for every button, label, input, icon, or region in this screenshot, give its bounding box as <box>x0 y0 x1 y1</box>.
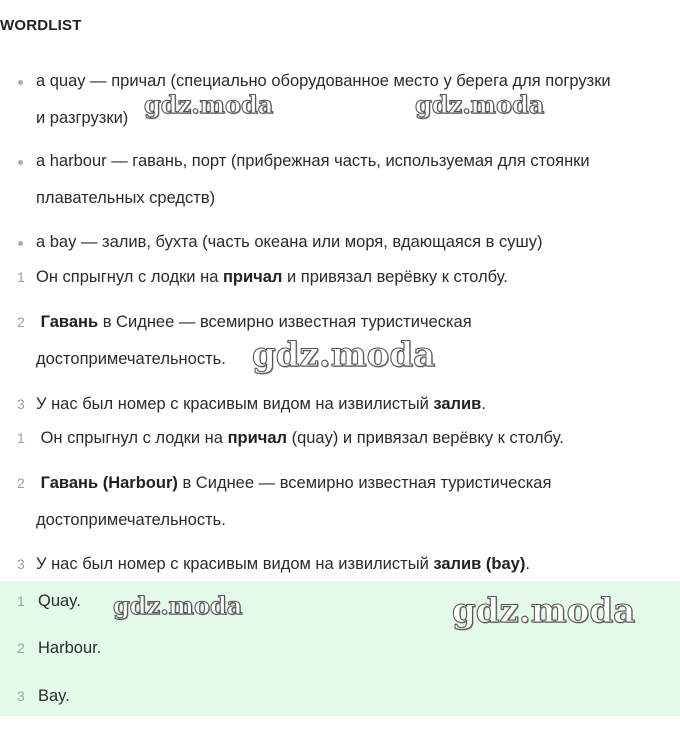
wordlist-item-line: a bay — залив, бухта (часть океана или моря, вдающаяся в сушу) <box>36 233 543 251</box>
wordlist-item-line: a harbour — гавань, порт (прибрежная часть, используемая для стоянки <box>36 152 590 170</box>
bullet-icon <box>18 160 23 165</box>
item-number: 1 <box>17 430 25 446</box>
wordlist-item-line: и разгрузки) <box>36 109 129 127</box>
key-word: причал <box>222 268 283 286</box>
bullet-icon <box>18 241 23 246</box>
key-word: залив (bay) <box>433 555 526 573</box>
item-number: 3 <box>17 556 25 572</box>
watermark: gdz.moda <box>252 335 436 375</box>
watermark: gdz.moda <box>415 90 545 119</box>
item-number: 2 <box>17 475 25 491</box>
item-number: 2 <box>17 314 25 330</box>
bullet-icon <box>18 80 23 85</box>
answers-box: 1 Quay. 2 Harbour. 3 Bay. <box>0 581 680 716</box>
key-word: Гавань <box>40 313 99 331</box>
key-word: причал <box>227 429 287 447</box>
key-word: Гавань (Harbour) <box>40 474 178 492</box>
watermark: gdz.moda <box>144 90 274 119</box>
item-number: 3 <box>17 688 25 704</box>
item-number: 3 <box>17 396 25 412</box>
wordlist-item-line: a quay — причал (специально оборудованное место у берега для погрузки <box>36 72 611 90</box>
watermark: gdz.moda <box>452 591 636 631</box>
watermark: gdz.moda <box>113 591 243 620</box>
key-word: залив <box>433 395 482 413</box>
wordlist-title: WORDLIST <box>0 17 82 34</box>
wordlist-item-line: плавательных средств) <box>36 189 216 207</box>
item-number: 2 <box>17 640 25 656</box>
item-number: 1 <box>17 269 25 285</box>
item-number: 1 <box>17 593 25 609</box>
